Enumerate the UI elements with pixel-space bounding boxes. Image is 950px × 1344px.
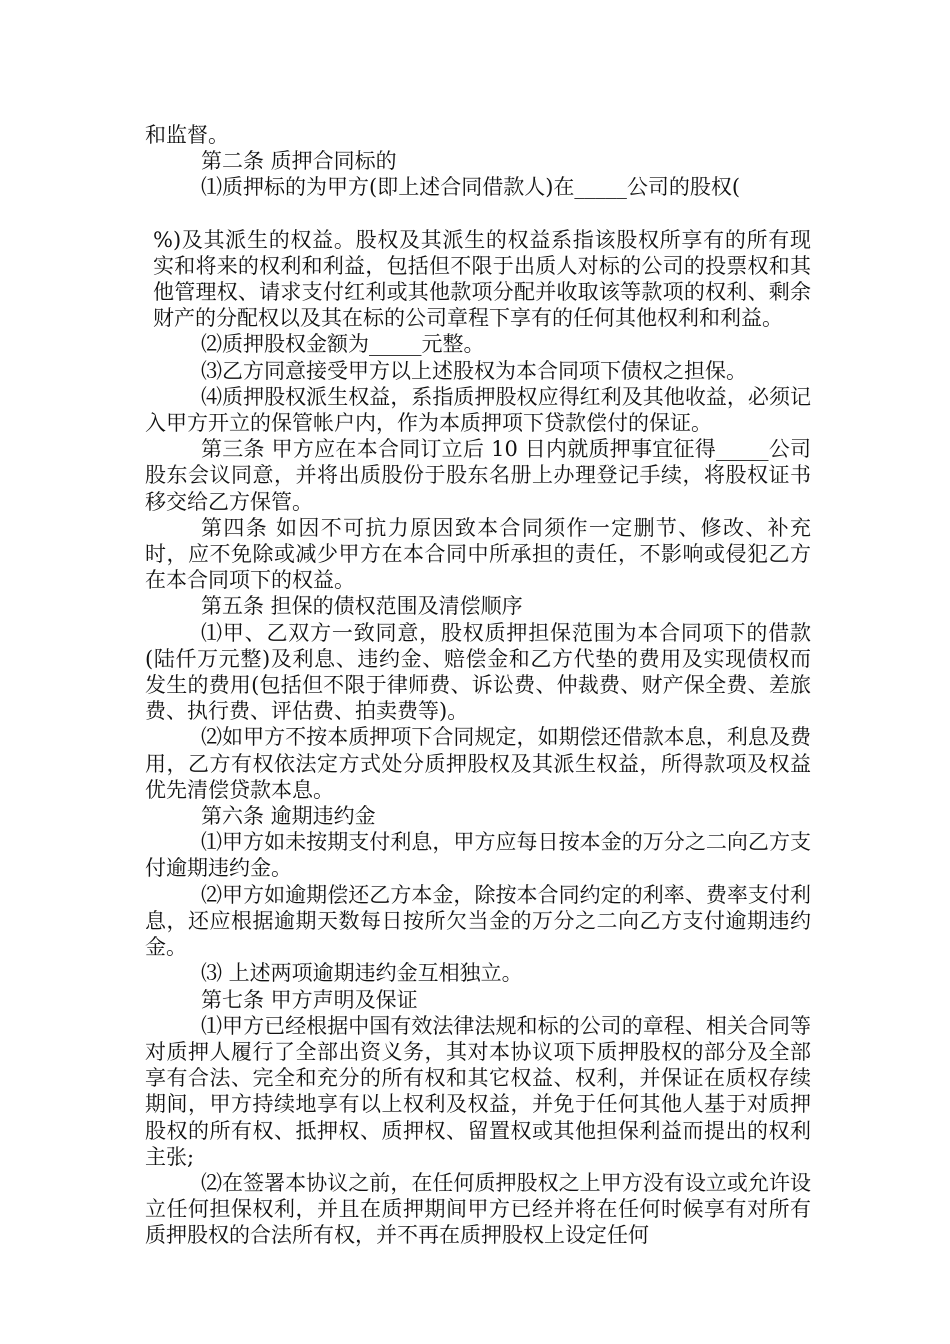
article-2-item-4: ⑷质押股权派生权益，系指质押股权应得红利及其他收益，必须记入甲方开立的保管帐户内，作为本质押项下贷款偿付的保证。 — [145, 384, 811, 436]
article-6-item-1: ⑴甲方如未按期支付利息，甲方应每日按本金的万分之二向乙方支付逾期违约金。 — [145, 830, 811, 881]
article-3: 第三条 甲方应在本合同订立后 10 日内就质押事宜征得_____公司股东会议同意，并将出质股份于股东名册上办理登记手续，将股权证书移交给乙方保管。 — [145, 437, 811, 514]
article-2-item-3: ⑶乙方同意接受甲方以上述股权为本合同项下债权之担保。 — [201, 358, 747, 383]
article-4: 第四条 如因不可抗力原因致本合同须作一定删节、修改、补充时，应不免除或减少甲方在本合同中所承担的责任，不影响或侵犯乙方在本合同项下的权益。 — [145, 515, 811, 593]
article-7-item-1: ⑴甲方已经根据中国有效法律法规和标的公司的章程、相关合同等对质押人履行了全部出资义务，其对本协议项下质押股权的部分及全部享有合法、完全和充分的所有权和其它权益、权利，并保证在质权存续期间，甲方持续地享有以上权利及权益，并免于任何其他人基于对质押股权的所有权、抵押权、质押权、留置权或其他担保利益而提出的权利主张; — [145, 1013, 811, 1169]
article-2-heading: 第二条 质押合同标的 — [201, 149, 397, 174]
article-6-item-2: ⑵甲方如逾期偿还乙方本金，除按本合同约定的利率、费率支付利息，还应根据逾期天数每日按所欠当金的万分之二向乙方支付逾期违约金。 — [145, 882, 811, 960]
article-7-item-2: ⑵在签署本协议之前，在任何质押股权之上甲方没有设立或允许设立任何担保权利，并且在质押期间甲方已经并将在任何时候享有对所有质押股权的合法所有权，并不再在质押股权上设定任何 — [145, 1170, 811, 1248]
article-2-item-1: ⑴质押标的为甲方(即上述合同借款人)在_____公司的股权( — [201, 175, 741, 200]
article-6-item-3: ⑶ 上述两项逾期违约金互相独立。 — [201, 961, 523, 986]
document-page — [145, 122, 811, 1249]
article-6-heading: 第六条 逾期违约金 — [201, 804, 376, 829]
article-2-item-2: ⑵质押股权金额为_____元整。 — [201, 332, 485, 357]
article-5-item-2: ⑵如甲方不按本质押项下合同规定，如期偿还借款本息，利息及费用，乙方有权依法定方式处分质押股权及其派生权益，所得款项及权益优先清偿贷款本息。 — [145, 725, 811, 802]
article-2-item-1-continued: %)及其派生的权益。股权及其派生的权益系指该股权所享有的所有现实和将来的权利和利益，包括但不限于出质人对标的公司的投票权和其他管理权、请求支付红利或其他款项分配并收取该等款项的权利、剩余财产的分配权以及其在标的公司章程下享有的任何其他权利和利益。 — [153, 227, 811, 331]
article-5-item-1: ⑴甲、乙双方一致同意，股权质押担保范围为本合同项下的借款(陆仟万元整)及利息、违约金、赔偿金和乙方代垫的费用及实现债权而发生的费用(包括但不限于律师费、诉讼费、仲裁费、财产保全费、差旅费、执行费、评估费、拍卖费等)。 — [145, 620, 811, 724]
article-5-heading: 第五条 担保的债权范围及清偿顺序 — [201, 594, 523, 619]
article-7-heading: 第七条 甲方声明及保证 — [201, 987, 418, 1012]
paragraph-1: 和监督。 — [145, 123, 229, 147]
